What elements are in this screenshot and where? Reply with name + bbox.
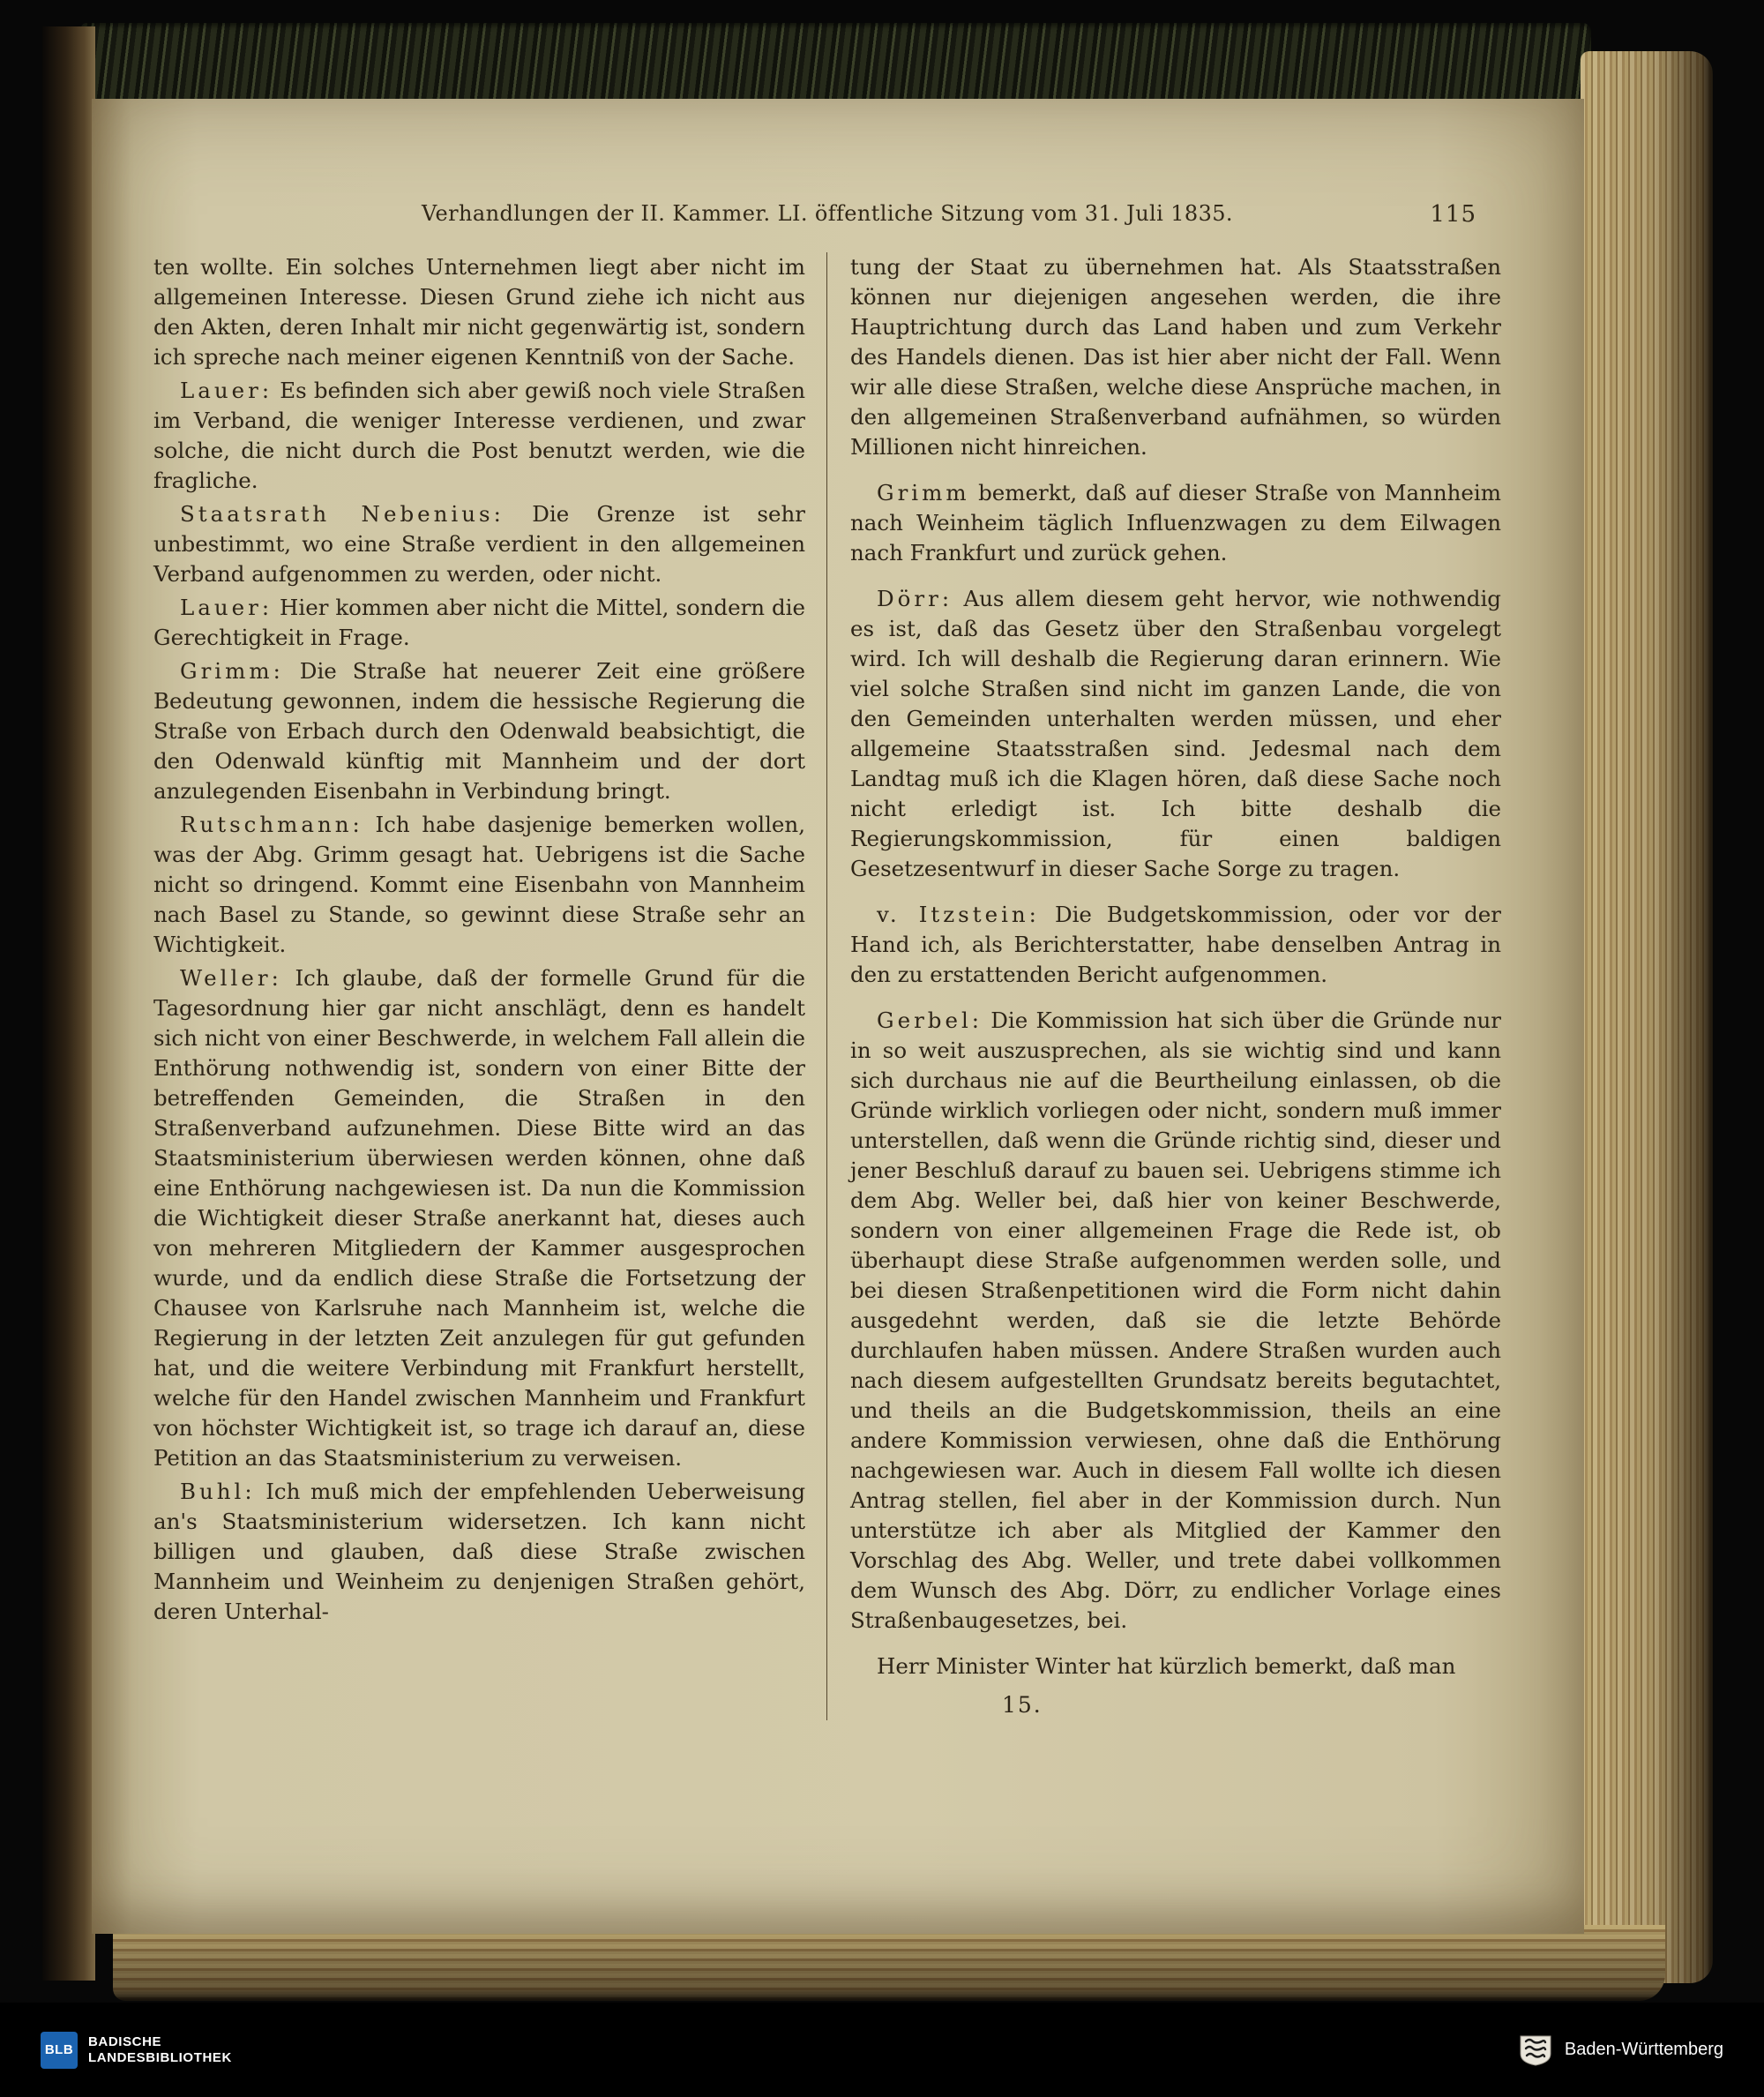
blb-brand: [41, 2032, 232, 2069]
book-fore-edge-pages: [1581, 51, 1713, 1983]
library-name: [88, 2034, 232, 2066]
paragraph: Lauer: Hier kommen aber nicht die Mittel, sondern die Gerechtigkeit in Frage.: [153, 595, 805, 650]
speaker-name: Dörr:: [877, 586, 953, 611]
book-page: [92, 99, 1584, 1934]
speaker-name: Staatsrath Nebenius:: [180, 501, 505, 527]
baden-wuerttemberg-coat-of-arms-icon: [1517, 2034, 1554, 2066]
printed-text-block: [153, 201, 1501, 1720]
speaker-name: Lauer:: [180, 595, 273, 620]
paragraph: Dörr: Aus allem diesem geht hervor, wie nothwendig es ist, daß das Gesetz über den Straßenbau vorgelegt wird. Ich will deshalb die Regierung daran erinnern. Wie viel solche Straßen sind nicht im ganzen Lande, die von den Gemeinden unterhalten werden müssen, und eher allgemeine Staatsstraßen sind. Jedesmal nach dem Landtag muß ich die Klagen hören, daß diese Sache noch nicht erledigt ist. Ich bitte deshalb die Regierungskommission, für einen baldigen Gesetzesentwurf in dieser Sache Sorge zu tragen.: [850, 586, 1501, 881]
paragraph: Grimm bemerkt, daß auf dieser Straße von Mannheim nach Weinheim täglich Influenzwagen zu dem Eilwagen nach Frankfurt und zurück gehen.: [850, 480, 1501, 565]
paragraph: Rutschmann: Ich habe dasjenige bemerken wollen, was der Abg. Grimm gesagt hat. Uebrigens ist die Sache nicht so dringend. Kommt eine Eisenbahn von Mannheim nach Basel zu Stande, so gewinnt diese Straße sehr an Wichtigkeit.: [153, 812, 805, 957]
running-header: [153, 201, 1501, 226]
state-name: Baden-Württemberg: [1564, 2040, 1723, 2059]
speaker-name: Grimm: [877, 480, 970, 506]
speaker-name: Buhl:: [180, 1479, 256, 1504]
column-right-paragraphs: [850, 252, 1501, 1681]
speaker-name: Lauer:: [180, 378, 273, 403]
speaker-name: Rutschmann:: [180, 812, 363, 837]
running-header-title: Verhandlungen der II. Kammer. LI. öffentliche Sitzung vom 31. Juli 1835.: [422, 201, 1233, 226]
paragraph: ten wollte. Ein solches Unternehmen liegt aber nicht im allgemeinen Interesse. Diesen Grund ziehe ich nicht aus den Akten, deren Inhalt mir nicht gegenwärtig ist, sondern ich spreche nach meiner eigenen Kenntniß von der Sache.: [153, 254, 805, 370]
paragraph: Weller: Ich glaube, daß der formelle Grund für die Tagesordnung hier gar nicht anschlägt, denn es handelt sich nicht von einer Beschwerde, in welchem Fall allein die Enthörung nothwendig ist, sondern von einer Bitte der betreffenden Gemeinden, die Straßen in den Straßenverband aufzunehmen. Diese Bitte wird an das Staatsministerium überwiesen werden können, ohne daß eine Enthörung nachgewiesen ist. Da nun die Kommission die Wichtigkeit dieser Straße anerkannt hat, dieses auch von mehreren Mitgliedern der Kammer ausgesprochen wurde, und da endlich diese Straße die Fortsetzung der Chausee von Karlsruhe nach Mannheim ist, welche die Regierung in der letzten Zeit anzulegen für gut gefunden hat, und die weitere Verbindung mit Frankfurt herstellt, welche für den Handel zwischen Mannheim und Frankfurt von höchster Wichtigkeit ist, so trage ich darauf an, diese Petition an das Staatsministerium zu verweisen.: [153, 965, 805, 1471]
library-name-line1: BADISCHE: [88, 2033, 162, 2049]
paragraph: Herr Minister Winter hat kürzlich bemerkt, daß man: [877, 1653, 1456, 1679]
paragraph: v. Itzstein: Die Budgetskommission, oder vor der Hand ich, als Berichterstatter, habe denselben Antrag in den zu erstattenden Bericht aufgenommen.: [850, 902, 1501, 987]
speaker-name: Gerbel:: [877, 1007, 983, 1033]
signature-mark: 15.: [1002, 1692, 1043, 1718]
state-brand: [1517, 2034, 1723, 2066]
paragraph: Lauer: Es befinden sich aber gewiß noch viele Straßen im Verband, die weniger Interesse verdienen, und zwar solche, die nicht durch die Post benutzt werden, wie die fragliche.: [153, 378, 805, 493]
page-number: 115: [1430, 201, 1476, 228]
book-bottom-page-stack: [113, 1925, 1665, 2001]
blb-logo: BLB: [41, 2032, 78, 2069]
book-binding-gutter: [42, 26, 95, 1981]
paragraph: Staatsrath Nebenius: Die Grenze ist sehr unbestimmt, wo eine Straße verdient in den allgemeinen Verband aufgenommen zu werden, oder nicht.: [153, 501, 805, 587]
library-name-line2: LANDESBIBLIOTHEK: [88, 2049, 232, 2065]
paragraph: Grimm: Die Straße hat neuerer Zeit eine größere Bedeutung gewonnen, indem die hessische Regierung die Straße von Erbach durch den Odenwald beabsichtigt, die den Odenwald künftig mit Mannheim und der dort anzulegenden Eisenbahn in Verbindung bringt.: [153, 658, 805, 804]
speaker-name: v. Itzstein:: [877, 902, 1040, 927]
column-left: [153, 252, 827, 1720]
speaker-name: Weller:: [180, 965, 282, 991]
paragraph: tung der Staat zu übernehmen hat. Als Staatsstraßen können nur diejenigen angesehen werden, die ihre Hauptrichtung durch das Land haben und zum Verkehr des Handels dienen. Das ist hier aber nicht der Fall. Wenn wir alle diese Straßen, welche diese Ansprüche machen, in den allgemeinen Straßenverband aufnähmen, so würden Millionen nicht hinreichen.: [850, 254, 1501, 460]
speaker-name: Grimm:: [180, 658, 284, 684]
paragraph: Gerbel: Die Kommission hat sich über die Gründe nur in so weit auszusprechen, als sie wichtig sind und kann sich durchaus nie auf die Beurtheilung einlassen, ob die Gründe wirklich vorliegen oder nicht, sondern muß immer unterstellen, daß wenn die Gründe richtig sind, dieser und jener Beschluß darauf zu bauen sei. Uebrigens stimme ich dem Abg. Weller bei, daß hier von keiner Beschwerde, sondern von einer allgemeinen Frage die Rede ist, ob überhaupt diese Straße aufgenommen werden solle, und bei diesen Straßenpetitionen wird die Form nicht dahin ausgedehnt werden, daß sie die letzte Behörde durchlaufen haben müssen. Andere Straßen wurden auch nach diesem aufgestellten Grundsatz bereits begutachtet, und theils an die Budgetskommission, theils an eine andere Kommission verwiesen, ohne daß die Enthörung nachgewiesen war. Auch in diesem Fall wollte ich diesen Antrag stellen, fiel aber in der Kommission durch. Nun unterstütze ich aber als Mitglied der Kammer den Vorschlag des Abg. Weller, und trete dabei vollkommen dem Wunsch des Abg. Dörr, zu endlicher Vorlage eines Straßenbaugesetzes, bei.: [850, 1007, 1501, 1633]
column-right: [827, 252, 1501, 1720]
library-branding-bar: [0, 2003, 1764, 2097]
two-column-text: [153, 252, 1501, 1720]
paragraph: Buhl: Ich muß mich der empfehlenden Ueberweisung an's Staatsministerium widersetzen. Ich kann nicht billigen und glauben, daß diese Straße zwischen Mannheim und Weinheim zu denjenigen Straßen gehört, deren Unterhal-: [153, 1479, 805, 1624]
book-top-edge: [81, 23, 1591, 102]
